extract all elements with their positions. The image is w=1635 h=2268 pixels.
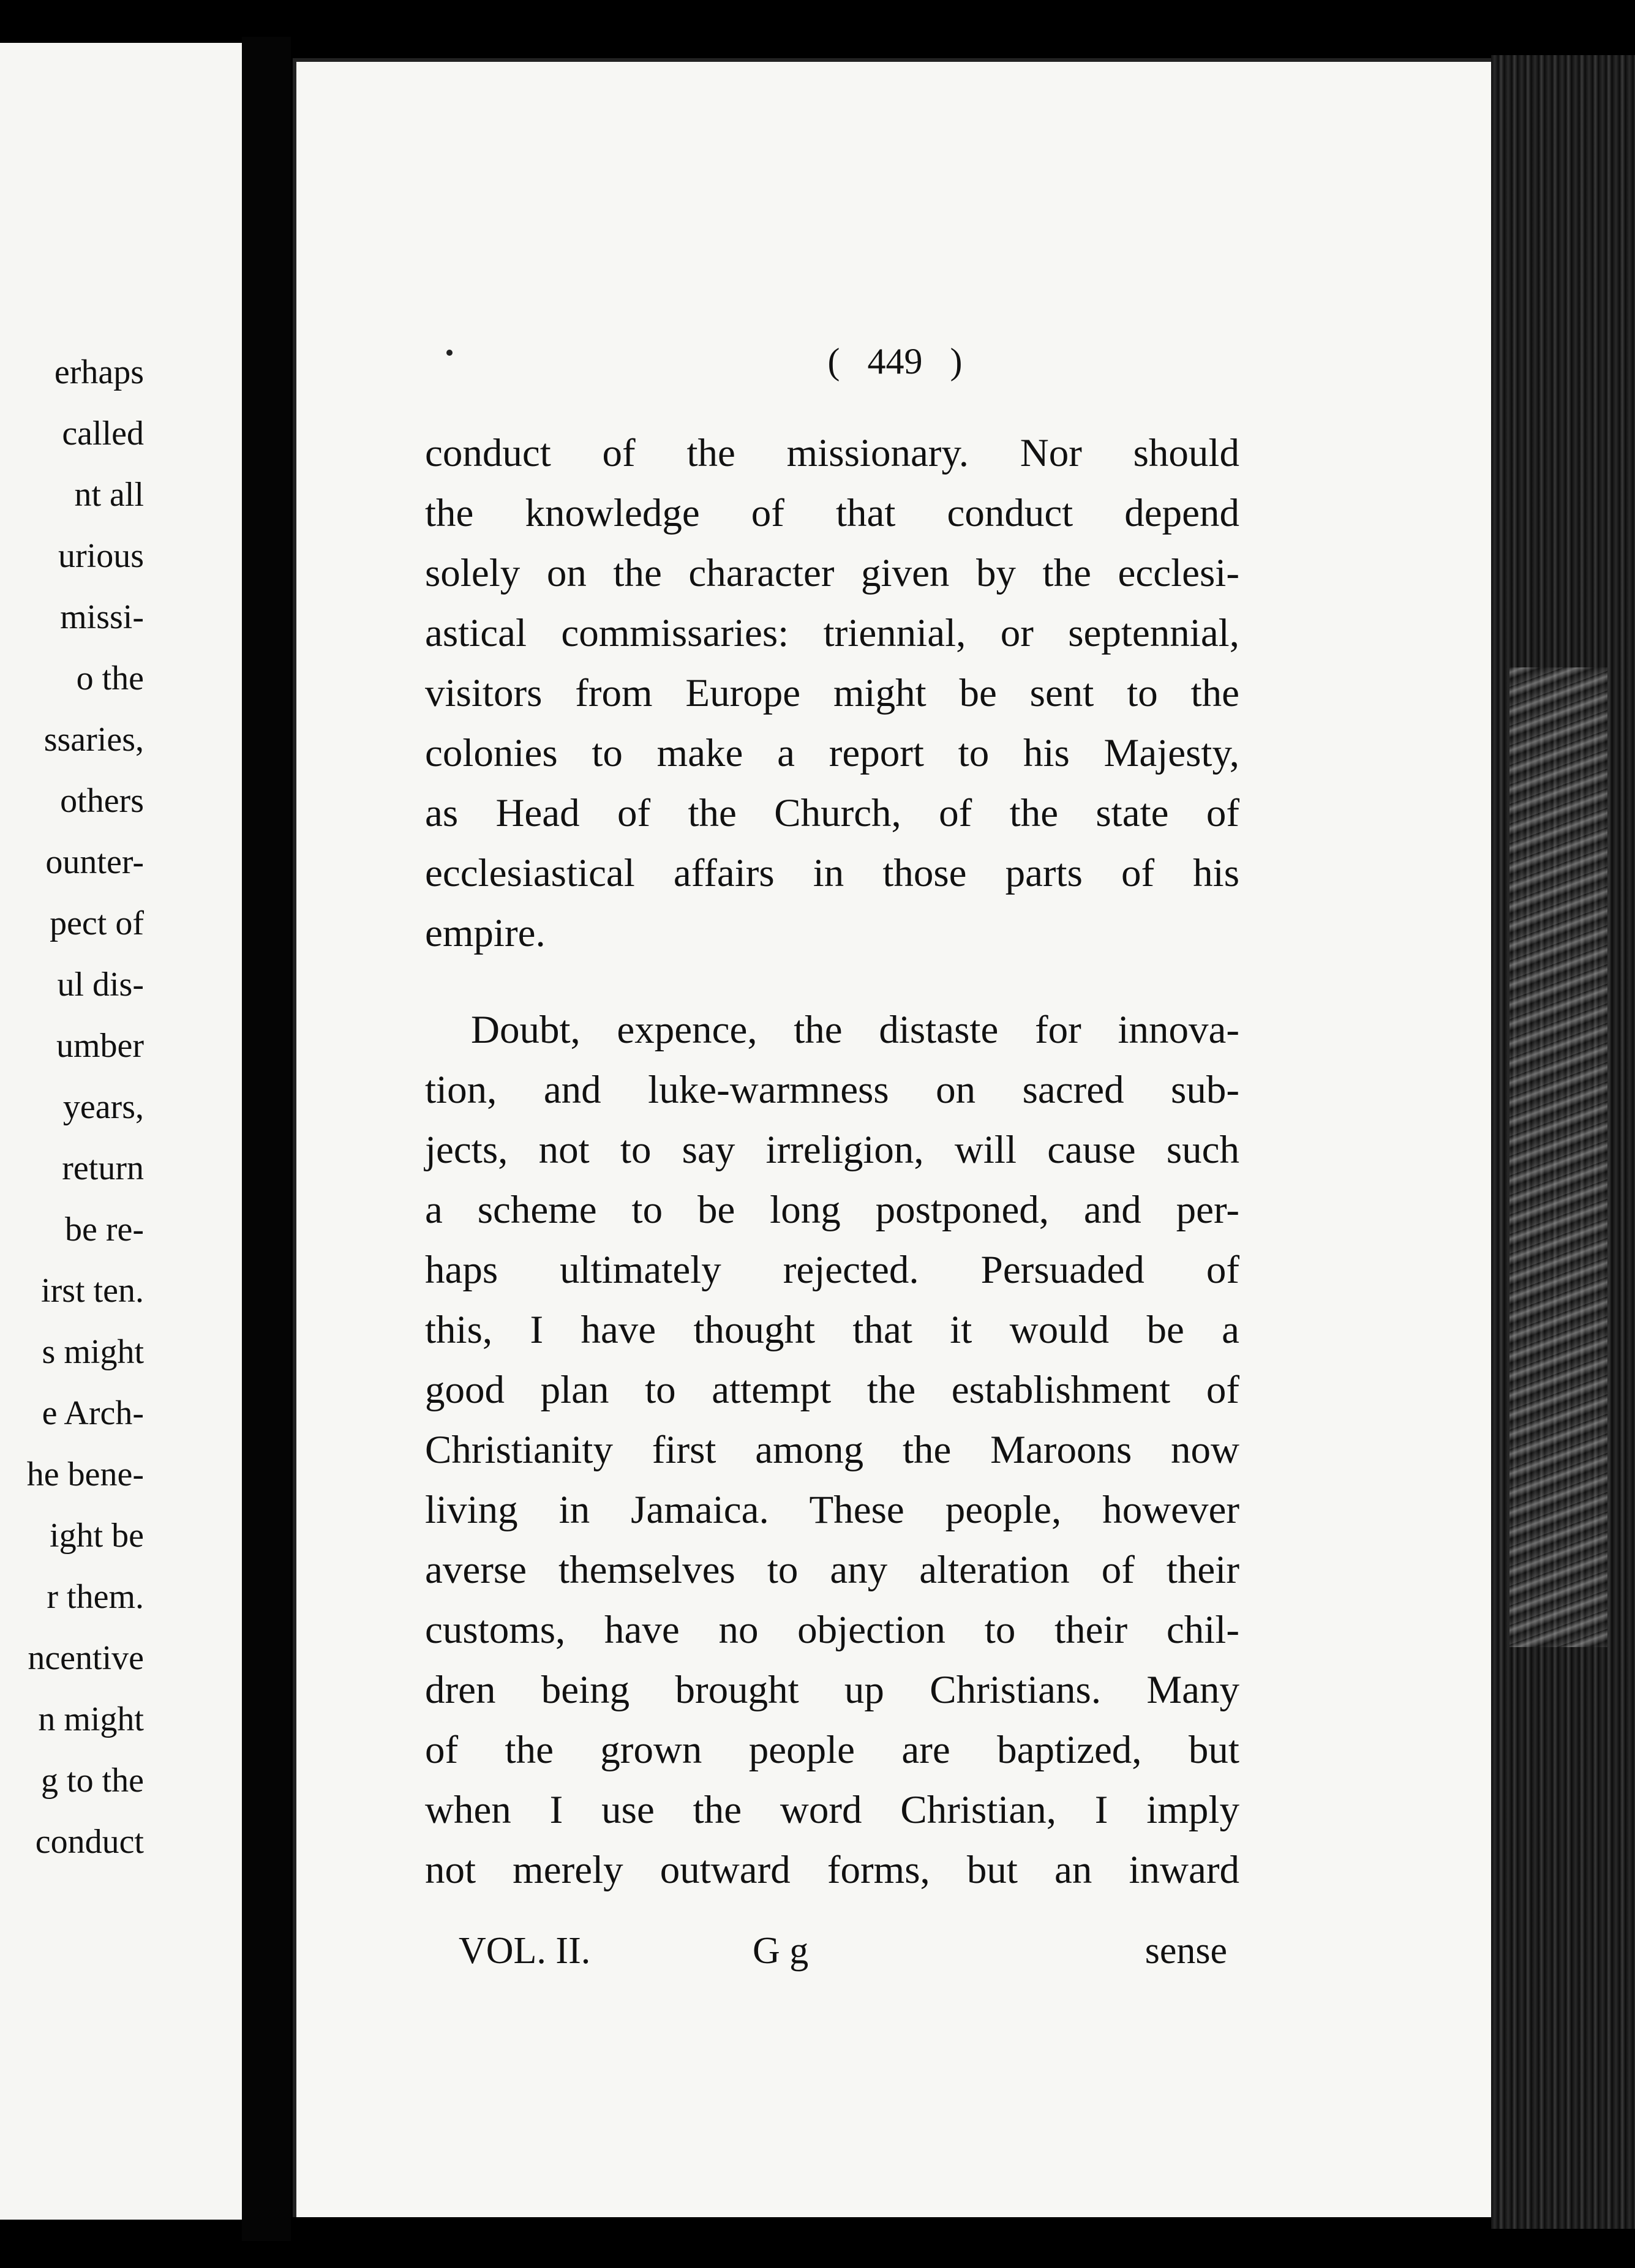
header-open-paren: (: [827, 341, 840, 381]
left-line: umber: [56, 1027, 144, 1065]
left-line: pect of: [50, 904, 144, 942]
signature-mark: G g: [753, 1930, 809, 1972]
left-line: e Arch-: [42, 1394, 144, 1432]
text-line: as Head of the Church, of the state of: [425, 791, 1239, 835]
text-line: tion, and luke-warmness on sacred sub-: [425, 1068, 1239, 1112]
text-line: a scheme to be long postponed, and per-: [425, 1188, 1239, 1232]
left-line: ight be: [50, 1517, 144, 1555]
text-line: the knowledge of that conduct depend: [425, 491, 1239, 535]
header-close-paren: ): [950, 341, 963, 381]
left-line: called: [62, 415, 144, 452]
left-page: [0, 43, 242, 2220]
text-line: colonies to make a report to his Majesty,: [425, 731, 1239, 775]
book-gutter: [242, 37, 291, 2241]
left-line: others: [60, 782, 144, 820]
text-line: ecclesiastical affairs in those parts of his: [425, 851, 1239, 895]
left-line: he bene-: [26, 1455, 144, 1493]
text-line: visitors from Europe might be sent to the: [425, 671, 1239, 715]
text-line: not merely outward forms, but an inward: [425, 1848, 1239, 1892]
text-line: good plan to attempt the establishment of: [425, 1368, 1239, 1412]
paragraph-gap: [425, 963, 1239, 1000]
left-line: r them.: [47, 1578, 144, 1616]
catchword: sense: [1144, 1930, 1227, 1972]
text-line: of the grown people are baptized, but: [425, 1728, 1239, 1772]
left-line: missi-: [60, 598, 144, 636]
left-line: erhaps: [54, 353, 144, 391]
left-line: nt all: [74, 476, 144, 514]
left-line: ounter-: [45, 843, 144, 881]
page-header: [296, 340, 1494, 383]
text-line: jects, not to say irreligion, will cause such: [425, 1128, 1239, 1172]
text-line: empire.: [425, 911, 546, 955]
text-line: this, I have thought that it would be a: [425, 1308, 1239, 1352]
text-line: Doubt, expence, the distaste for innova-: [471, 1008, 1239, 1052]
text-line: dren being brought up Christians. Many: [425, 1668, 1239, 1712]
text-line: haps ultimately rejected. Persuaded of: [425, 1248, 1239, 1292]
left-line: g to the: [41, 1762, 144, 1800]
text-line: Christianity first among the Maroons now: [425, 1428, 1239, 1472]
right-page: [293, 58, 1494, 2217]
text-line: living in Jamaica. These people, however: [425, 1488, 1239, 1532]
body-text: [425, 423, 1239, 1900]
left-line: ul dis-: [57, 966, 144, 1004]
book-edge: [1491, 55, 1635, 2229]
left-line: years,: [62, 1088, 144, 1126]
text-line: when I use the word Christian, I imply: [425, 1788, 1239, 1832]
left-line: ssaries,: [43, 721, 144, 759]
volume-label: VOL. II.: [459, 1930, 591, 1972]
left-line: n might: [38, 1700, 144, 1738]
page-number: 449: [867, 341, 923, 381]
text-line: astical commissaries: triennial, or septennial,: [425, 611, 1239, 655]
text-line: averse themselves to any alteration of their: [425, 1548, 1239, 1592]
left-line: o the: [76, 659, 144, 697]
text-line: conduct of the missionary. Nor should: [425, 431, 1239, 475]
left-line: return: [62, 1149, 144, 1187]
left-line: conduct: [35, 1823, 144, 1861]
left-line: urious: [58, 537, 144, 575]
left-line: ncentive: [28, 1639, 144, 1677]
text-line: solely on the character given by the ecclesi-: [425, 551, 1239, 595]
text-line: customs, have no objection to their chil-: [425, 1608, 1239, 1652]
left-line: irst ten.: [41, 1272, 144, 1310]
left-line: be re-: [64, 1211, 144, 1249]
left-line: s might: [42, 1333, 144, 1371]
